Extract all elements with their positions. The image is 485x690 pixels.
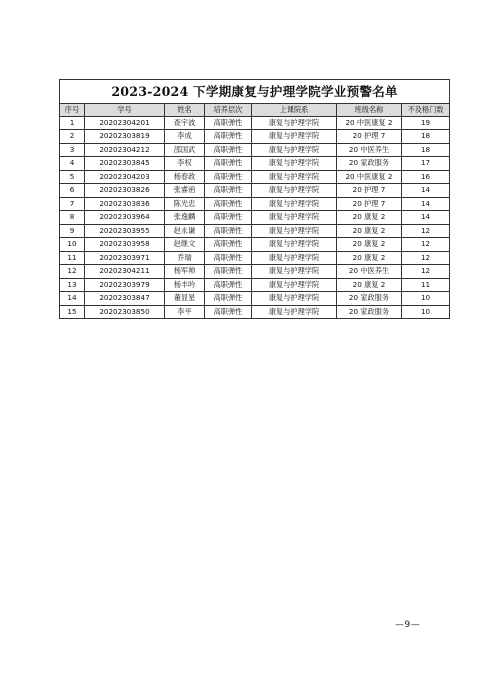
table-cell: 高职弹性 — [205, 130, 252, 144]
table-cell: 高职弹性 — [205, 278, 252, 292]
table-cell: 董显星 — [165, 292, 205, 306]
table-row — [60, 157, 450, 171]
table-row — [60, 184, 450, 198]
table-title: 2023-2024 下学期康复与护理学院学业预警名单 — [60, 80, 450, 104]
table-cell: 康复与护理学院 — [252, 184, 337, 198]
table-row — [60, 130, 450, 144]
table-row — [60, 143, 450, 157]
table-cell: 康复与护理学院 — [252, 170, 337, 184]
table-row — [60, 278, 450, 292]
table-row — [60, 116, 450, 130]
table-cell: 康复与护理学院 — [252, 130, 337, 144]
table-row — [60, 197, 450, 211]
table-cell: 10 — [402, 292, 450, 306]
table-cell: 康复与护理学院 — [252, 305, 337, 319]
table-row — [60, 211, 450, 225]
table-cell: 7 — [60, 197, 85, 211]
table-cell: 20 中医康复 2 — [337, 170, 402, 184]
table-cell: 高职弹性 — [205, 211, 252, 225]
header-cell: 序号 — [60, 104, 85, 117]
table-cell: 陈光忠 — [165, 197, 205, 211]
table-cell: 20202303847 — [85, 292, 165, 306]
table-cell: 16 — [402, 170, 450, 184]
table-cell: 12 — [402, 224, 450, 238]
table-cell: 杨丰吟 — [165, 278, 205, 292]
table-cell: 20202303979 — [85, 278, 165, 292]
table-cell: 20 康复 2 — [337, 251, 402, 265]
table-cell: 20202303971 — [85, 251, 165, 265]
header-cell: 培养层次 — [205, 104, 252, 117]
table-cell: 3 — [60, 143, 85, 157]
table-cell: 11 — [402, 278, 450, 292]
table-cell: 高职弹性 — [205, 170, 252, 184]
table-cell: 12 — [60, 265, 85, 279]
table-cell: 17 — [402, 157, 450, 171]
table-cell: 20202303826 — [85, 184, 165, 198]
table-cell: 康复与护理学院 — [252, 143, 337, 157]
table-cell: 20 护理 7 — [337, 184, 402, 198]
table-cell: 康复与护理学院 — [252, 116, 337, 130]
warning-list-table — [59, 79, 450, 319]
table-cell: 高职弹性 — [205, 116, 252, 130]
table-cell: 20202304203 — [85, 170, 165, 184]
page-number: —9— — [395, 620, 421, 630]
table-cell: 14 — [402, 211, 450, 225]
table-cell: 20202303836 — [85, 197, 165, 211]
table-cell: 20 中医康复 2 — [337, 116, 402, 130]
table-row — [60, 305, 450, 319]
table-cell: 康复与护理学院 — [252, 211, 337, 225]
table-cell: 20202303955 — [85, 224, 165, 238]
table-cell: 20202303964 — [85, 211, 165, 225]
header-cell: 姓名 — [165, 104, 205, 117]
table-cell: 张逸麟 — [165, 211, 205, 225]
header-cell: 上课院系 — [252, 104, 337, 117]
table-cell: 20 康复 2 — [337, 278, 402, 292]
table-cell: 高职弹性 — [205, 251, 252, 265]
table-cell: 康复与护理学院 — [252, 251, 337, 265]
table-cell: 杨军帅 — [165, 265, 205, 279]
table-cell: 2 — [60, 130, 85, 144]
header-row — [60, 104, 450, 117]
table-cell: 康复与护理学院 — [252, 157, 337, 171]
table-cell: 20 护理 7 — [337, 130, 402, 144]
table-cell: 康复与护理学院 — [252, 197, 337, 211]
table-row — [60, 224, 450, 238]
table-cell: 8 — [60, 211, 85, 225]
table-cell: 20 家政服务 — [337, 305, 402, 319]
table-cell: 康复与护理学院 — [252, 278, 337, 292]
table-cell: 李权 — [165, 157, 205, 171]
table-cell: 张睿函 — [165, 184, 205, 198]
table-cell: 高职弹性 — [205, 265, 252, 279]
table-cell: 20 中医养生 — [337, 143, 402, 157]
table-cell: 乔瑞 — [165, 251, 205, 265]
table-cell: 20 护理 7 — [337, 197, 402, 211]
table-cell: 20 中医养生 — [337, 265, 402, 279]
table-cell: 20 家政服务 — [337, 292, 402, 306]
table-cell: 康复与护理学院 — [252, 265, 337, 279]
table-cell: 20202303958 — [85, 238, 165, 252]
table-cell: 杨春政 — [165, 170, 205, 184]
table-cell: 20202304211 — [85, 265, 165, 279]
table-cell: 赵永谦 — [165, 224, 205, 238]
table-cell: 20202304201 — [85, 116, 165, 130]
table-cell: 李平 — [165, 305, 205, 319]
table-cell: 20 康复 2 — [337, 224, 402, 238]
table-cell: 高职弹性 — [205, 143, 252, 157]
table-cell: 12 — [402, 265, 450, 279]
table-cell: 12 — [402, 238, 450, 252]
table-cell: 李成 — [165, 130, 205, 144]
table-cell: 高职弹性 — [205, 157, 252, 171]
table-cell: 18 — [402, 130, 450, 144]
header-cell: 班级名称 — [337, 104, 402, 117]
table-cell: 20202303819 — [85, 130, 165, 144]
table-cell: 4 — [60, 157, 85, 171]
table-cell: 20202303845 — [85, 157, 165, 171]
table-cell: 10 — [402, 305, 450, 319]
table-row — [60, 265, 450, 279]
table-cell: 高职弹性 — [205, 292, 252, 306]
table-row — [60, 251, 450, 265]
table-cell: 高职弹性 — [205, 184, 252, 198]
table-cell: 高职弹性 — [205, 305, 252, 319]
table-cell: 查宇波 — [165, 116, 205, 130]
table-cell: 11 — [60, 251, 85, 265]
table-cell: 康复与护理学院 — [252, 224, 337, 238]
table-cell: 12 — [402, 251, 450, 265]
table-cell: 高职弹性 — [205, 238, 252, 252]
table-cell: 1 — [60, 116, 85, 130]
table-cell: 康复与护理学院 — [252, 238, 337, 252]
table-cell: 20202304212 — [85, 143, 165, 157]
table-cell: 康复与护理学院 — [252, 292, 337, 306]
table-cell: 6 — [60, 184, 85, 198]
table-row — [60, 292, 450, 306]
table-cell: 18 — [402, 143, 450, 157]
table-cell: 9 — [60, 224, 85, 238]
table-cell: 14 — [60, 292, 85, 306]
table-cell: 赵继文 — [165, 238, 205, 252]
table-cell: 5 — [60, 170, 85, 184]
table-cell: 13 — [60, 278, 85, 292]
table-cell: 15 — [60, 305, 85, 319]
table-cell: 20 家政服务 — [337, 157, 402, 171]
table-cell: 20 康复 2 — [337, 238, 402, 252]
table-cell: 14 — [402, 197, 450, 211]
table-cell: 20202303850 — [85, 305, 165, 319]
header-cell: 不及格门数 — [402, 104, 450, 117]
table-cell: 高职弹性 — [205, 197, 252, 211]
table-cell: 20 康复 2 — [337, 211, 402, 225]
table-row — [60, 170, 450, 184]
header-cell: 学号 — [85, 104, 165, 117]
table-cell: 邵国武 — [165, 143, 205, 157]
table-row — [60, 238, 450, 252]
table-cell: 19 — [402, 116, 450, 130]
table-cell: 高职弹性 — [205, 224, 252, 238]
table-cell: 10 — [60, 238, 85, 252]
table-cell: 14 — [402, 184, 450, 198]
